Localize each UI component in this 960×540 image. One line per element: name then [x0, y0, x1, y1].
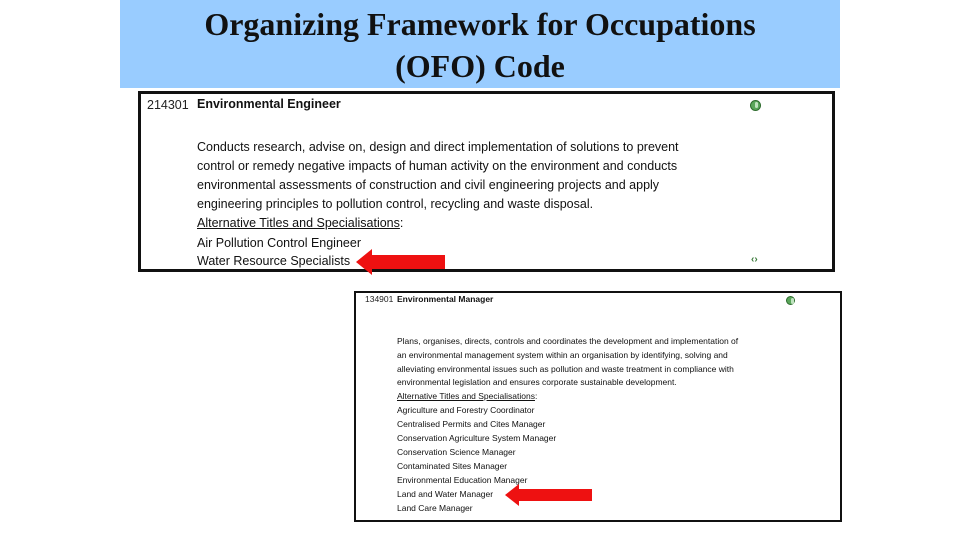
globe-icon[interactable]	[750, 100, 761, 111]
description-line: control or remedy negative impacts of human activity on the environment and conducts	[197, 159, 678, 173]
ofo-code: 214301	[147, 98, 189, 112]
description-line: Plans, organises, directs, controls and coordinates the development and implementation of	[397, 336, 739, 346]
description-line: environmental assessments of construction and civil engineering projects and apply	[197, 178, 660, 192]
description-line: alleviating environmental issues such as pollution and waste treatment in compliance with	[397, 364, 734, 374]
occupation-name: Environmental Manager	[397, 294, 494, 304]
globe-icon[interactable]	[786, 296, 795, 305]
alt-title-item: Conservation Science Manager	[397, 447, 516, 457]
alt-title-item: Contaminated Sites Manager	[397, 461, 508, 471]
alt-titles-colon: :	[534, 391, 538, 401]
alt-titles-heading	[397, 391, 537, 401]
alt-titles-colon: :	[399, 216, 404, 230]
description-line: environmental legislation and ensures corporate sustainable development.	[397, 377, 677, 387]
alt-title-item: Conservation Agriculture System Manager	[397, 433, 557, 443]
description-line: Conducts research, advise on, design and direct implementation of solutions to prevent	[197, 140, 679, 154]
alt-title-item: Land Care Manager	[397, 503, 473, 513]
slide-title-line-2: (OFO) Code	[395, 48, 565, 84]
alt-titles-link[interactable]: Alternative Titles and Specialisations	[197, 216, 400, 230]
description-line: an environmental management system within an organisation by identifying, solving and	[397, 350, 728, 360]
alt-title-item: Water Resource Specialists	[197, 254, 351, 268]
occupation-card-environmental-engineer	[138, 91, 835, 272]
code-icon[interactable]: ‹›	[751, 254, 758, 265]
alt-titles-heading	[197, 216, 403, 230]
ofo-code: 134901	[365, 294, 394, 304]
occupation-name: Environmental Engineer	[197, 97, 341, 111]
alt-title-item: Air Pollution Control Engineer	[197, 236, 361, 250]
alt-titles-link[interactable]: Alternative Titles and Specialisations	[397, 391, 535, 401]
slide-title-bar	[120, 0, 840, 88]
occupation-card-environmental-manager	[354, 291, 842, 522]
arrow-icon	[356, 249, 446, 275]
arrow-icon	[505, 484, 593, 506]
alt-title-item: Environmental Education Manager	[397, 475, 528, 485]
slide-title-line-1: Organizing Framework for Occupations	[204, 6, 756, 42]
alt-title-item: Land and Water Manager	[397, 489, 494, 499]
alt-title-item: Centralised Permits and Cites Manager	[397, 419, 546, 429]
description-line: engineering principles to pollution control, recycling and waste disposal.	[197, 197, 594, 211]
alt-title-item: Agriculture and Forestry Coordinator	[397, 405, 535, 415]
